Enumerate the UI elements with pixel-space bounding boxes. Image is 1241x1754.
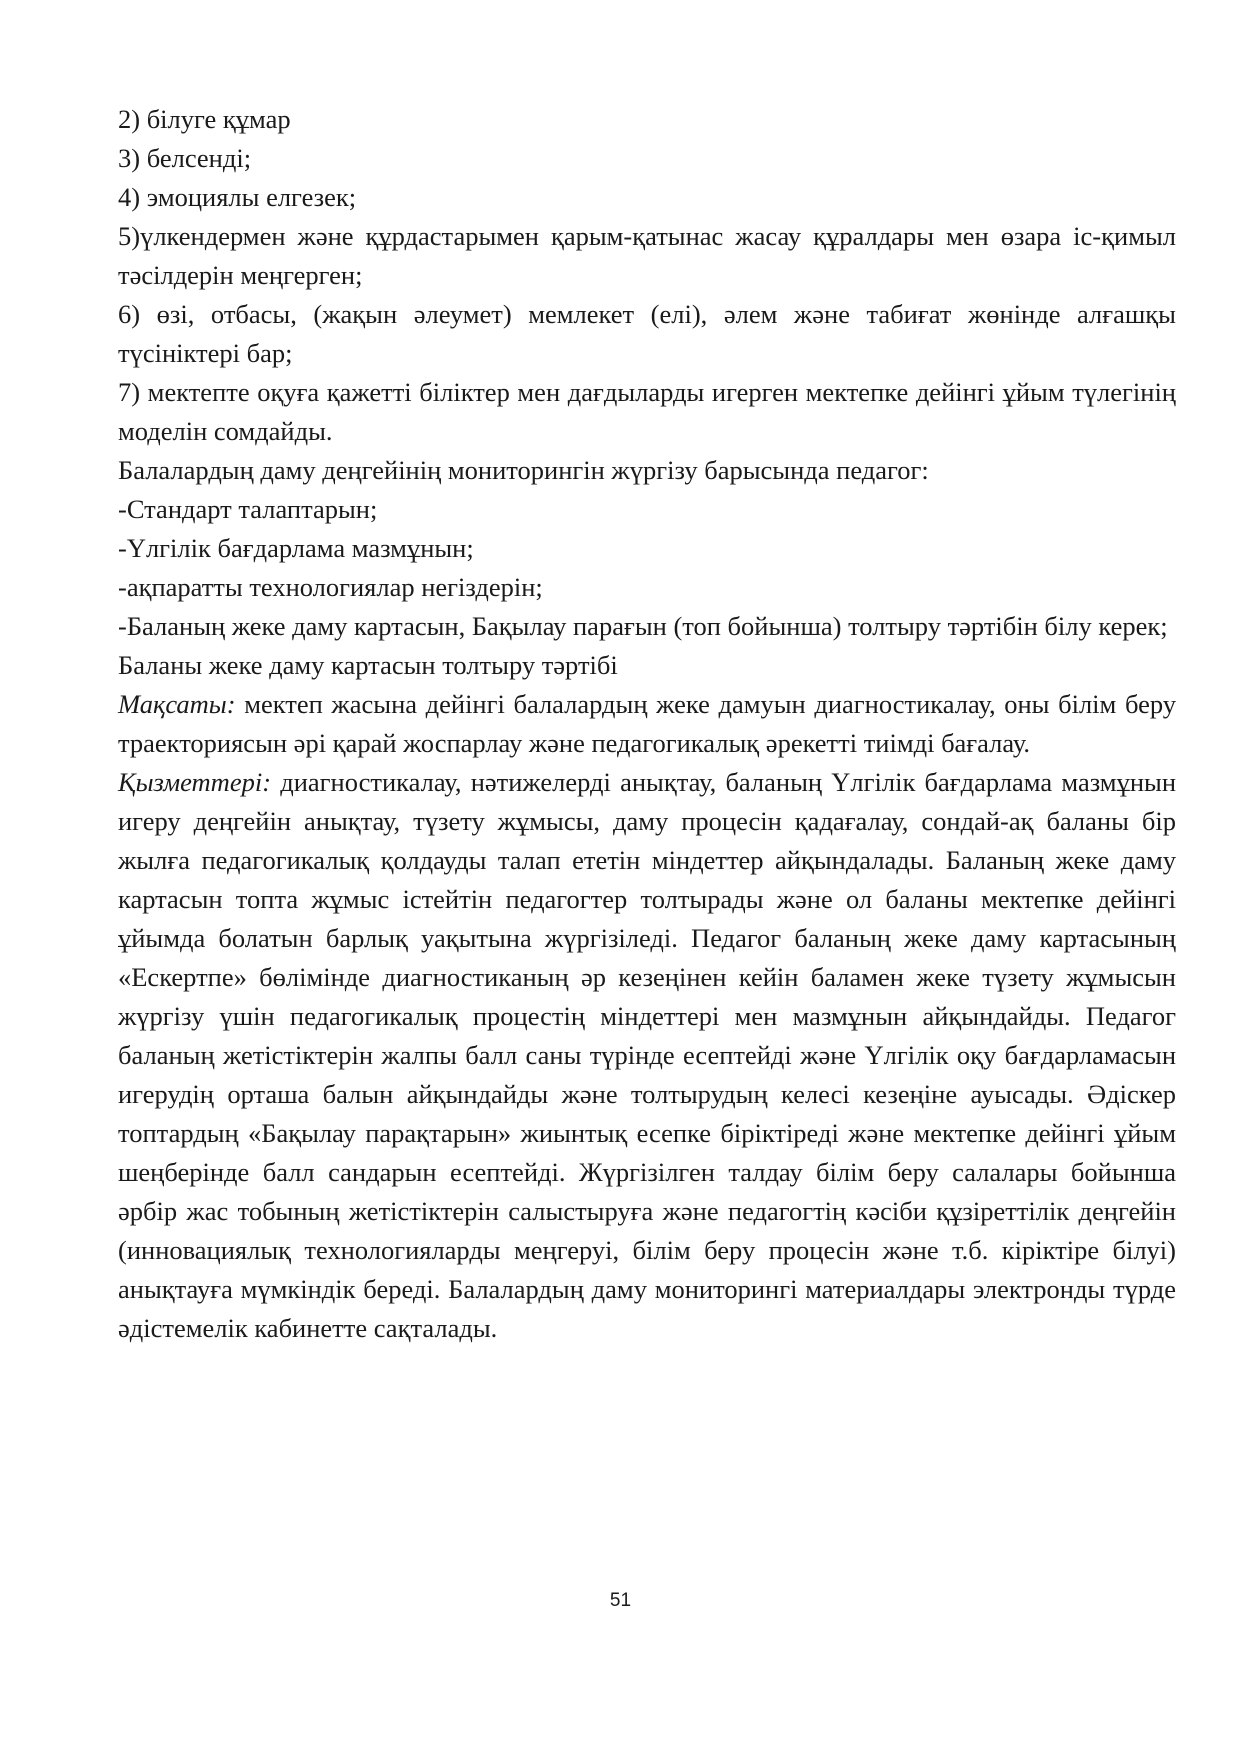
requirement-it: -ақпаратты технологиялар негіздерін; (118, 572, 543, 602)
list-item-2: 2) білуге құмар (118, 104, 291, 134)
page-number: 51 (609, 1590, 632, 1611)
functions-label: Қызметтері: (118, 767, 272, 797)
requirement-program: -Үлгілік бағдарлама мазмұнын; (118, 533, 474, 563)
goal-text: мектеп жасына дейінгі балалардың жеке дамуын диагностикалау, оны білім беру траекториясын әрі қарай жоспарлау және педагогикалық әрекетті тиімді бағалау. (118, 689, 1176, 758)
requirement-card: -Баланың жеке даму картасын, Бақылау парағын (топ бойынша) толтыру тәртібін білу керек; (118, 611, 1168, 641)
functions-text: диагностикалау, нәтижелерді анықтау, баланың Үлгілік бағдарлама мазмұнын игеру деңгейін анықтау, түзету жұмысы, даму процесін қадағалау, сондай-ақ баланы бір жылға педагогикалық қолдауды талап ететін міндеттер айқындалады. Баланың жеке даму картасын топта жұмыс істейтін педагогтер толтырады және ол баланы мектепке дейінгі ұйымда болатын барлық уақытына жүргізіледі. Педагог баланың жеке даму картасының «Ескертпе» бөлімінде диагностиканың әр кезеңінен кейін баламен жеке түзету жұмысын жүргізу үшін педагогикалық процестің міндеттері мен мазмұнын айқындайды. Педагог баланың жетістіктерін жалпы балл саны түрінде есептейді және Үлгілік оқу бағдарламасын игерудің орташа балын айқындайды және толтырудың келесі кезеңіне ауысады. Әдіскер топтардың «Бақылау парақтарын» жиынтық есепке біріктіреді және мектепке дейінгі ұйым шеңберінде балл сандарын есептейді. Жүргізілген талдау білім беру салалары бойынша әрбір жас тобының жетістіктерін салыстыруға және педагогтің кәсіби құзіреттілік деңгейін (инновациялық технологияларды меңгеруі, білім беру процесін және т.б. кіріктіре білуі) анықтауға мүмкіндік береді. Балалардың даму мониторингі материалдары электронды түрде әдістемелік кабинетте сақталады. (118, 767, 1176, 1343)
list-item-7: 7) мектепте оқуға қажетті біліктер мен дағдыларды игерген мектепке дейінгі ұйым түлегінің моделін сомдайды. (118, 377, 1176, 446)
list-item-4: 4) эмоциялы елгезек; (118, 182, 357, 212)
page-body (118, 100, 1176, 1348)
goal-label: Мақсаты: (118, 689, 236, 719)
requirement-standard: -Стандарт талаптарын; (118, 494, 378, 524)
section-heading: Баланы жеке даму картасын толтыру тәртібі (118, 650, 618, 680)
list-item-5: 5)үлкендермен және құрдастарымен қарым-қатынас жасау құралдары мен өзара іс-қимыл тәсілдерін меңгерген; (118, 221, 1176, 290)
functions-paragraph (118, 763, 1176, 1348)
monitoring-intro: Балалардың даму деңгейінің мониторингін жүргізу барысында педагог: (118, 455, 929, 485)
list-item-3: 3) белсенді; (118, 143, 252, 173)
goal-paragraph (118, 685, 1176, 763)
list-item-6: 6) өзі, отбасы, (жақын әлеумет) мемлекет (елі), әлем және табиғат жөнінде алғашқы түсініктері бар; (118, 299, 1176, 368)
